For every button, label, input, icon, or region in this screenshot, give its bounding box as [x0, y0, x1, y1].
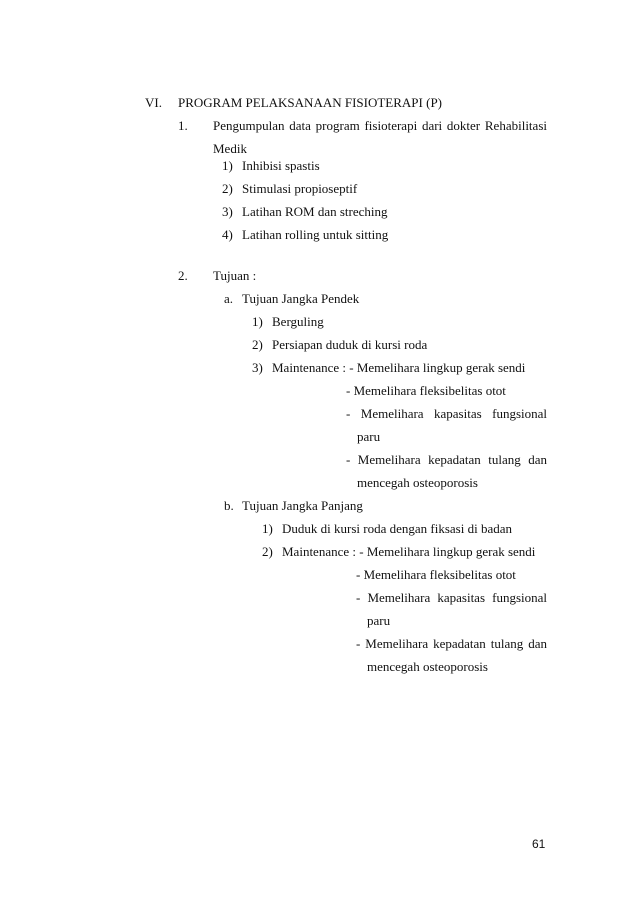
- short-term-item-number: 3): [252, 360, 263, 375]
- section-title: PROGRAM PELAKSANAAN FISIOTERAPI (P): [178, 95, 442, 110]
- item2-number: 2.: [178, 268, 188, 283]
- long-term-title: Tujuan Jangka Panjang: [242, 498, 363, 513]
- long-term-maintenance-cont: paru: [367, 613, 391, 628]
- long-term-item-number: 2): [262, 544, 273, 559]
- item1-sub-number: 1): [222, 158, 233, 173]
- item1-text-line2: Medik: [213, 141, 247, 156]
- page-number: 61: [532, 837, 546, 851]
- long-term-maintenance: - Memelihara kapasitas fungsional: [356, 590, 547, 605]
- long-term-item-number: 1): [262, 521, 273, 536]
- short-term-item-label: Persiapan duduk di kursi roda: [272, 337, 428, 352]
- item1-sub-label: Latihan rolling untuk sitting: [242, 227, 389, 242]
- item1-sub-label: Latihan ROM dan streching: [242, 204, 388, 219]
- long-term-letter: b.: [224, 498, 234, 513]
- short-term-maintenance: - Memelihara kepadatan tulang dan: [346, 452, 547, 467]
- short-term-item-number: 1): [252, 314, 263, 329]
- item1-sub-number: 3): [222, 204, 233, 219]
- short-term-maintenance: - Memelihara fleksibelitas otot: [346, 383, 506, 398]
- short-term-title: Tujuan Jangka Pendek: [242, 291, 360, 306]
- short-term-item-label: Berguling: [272, 314, 324, 329]
- short-term-letter: a.: [224, 291, 234, 306]
- long-term-item-label: Maintenance : - Memelihara lingkup gerak sendi: [282, 544, 536, 559]
- item1-sub-label: Stimulasi propioseptif: [242, 181, 358, 196]
- short-term-maintenance-cont: paru: [357, 429, 381, 444]
- item1-sub-label: Inhibisi spastis: [242, 158, 320, 173]
- short-term-maintenance: - Memelihara kapasitas fungsional: [346, 406, 547, 421]
- short-term-item-number: 2): [252, 337, 263, 352]
- item1-number: 1.: [178, 118, 188, 133]
- item2-label: Tujuan :: [213, 268, 257, 283]
- item1-sub-number: 2): [222, 181, 233, 196]
- short-term-maintenance-cont: mencegah osteoporosis: [357, 475, 478, 490]
- long-term-maintenance: - Memelihara kepadatan tulang dan: [356, 636, 547, 651]
- section-number: VI.: [145, 95, 162, 110]
- item1-sub-number: 4): [222, 227, 233, 242]
- long-term-maintenance-cont: mencegah osteoporosis: [367, 659, 488, 674]
- item1-text-line1: Pengumpulan data program fisioterapi dari dokter Rehabilitasi: [213, 118, 547, 133]
- long-term-item-label: Duduk di kursi roda dengan fiksasi di badan: [282, 521, 512, 536]
- short-term-item-label: Maintenance : - Memelihara lingkup gerak sendi: [272, 360, 526, 375]
- long-term-maintenance: - Memelihara fleksibelitas otot: [356, 567, 516, 582]
